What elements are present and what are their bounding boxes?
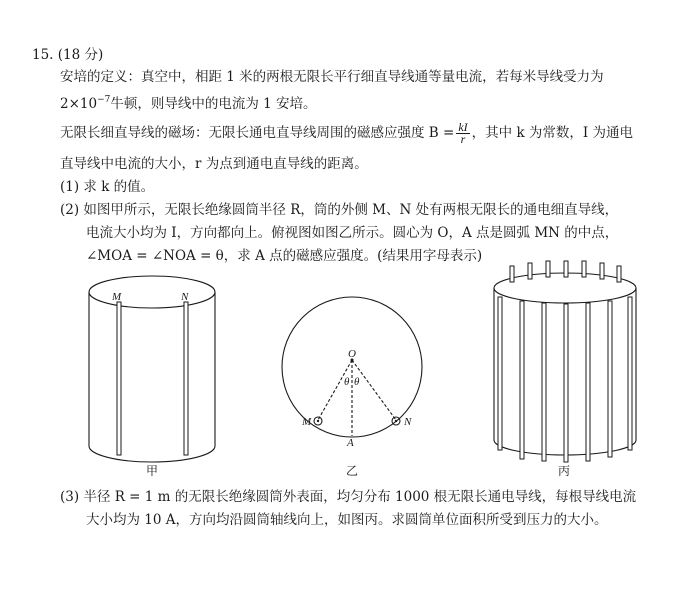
question-2-line-3: ∠MOA = ∠NOA = θ，求 A 点的磁感应强度。(结果用字母表示) bbox=[86, 248, 483, 264]
problem-points: (18 分) bbox=[57, 47, 104, 63]
back-wire bbox=[546, 261, 550, 277]
jia-label-m: M bbox=[112, 291, 122, 303]
definition-value: 2×10 bbox=[60, 96, 98, 112]
field-fraction-numerator: kI bbox=[458, 120, 468, 134]
back-wire bbox=[582, 261, 586, 277]
field-text-a: 无限长细直导线的磁场：无限长通电直导线周围的磁感应强度 B = bbox=[60, 125, 455, 141]
question-1: (1) 求 k 的值。 bbox=[60, 179, 155, 195]
figure-jia-cylinder bbox=[89, 276, 215, 462]
definition-rest: 牛顿，则导线中的电流为 1 安培。 bbox=[110, 96, 317, 112]
question-3-line-1: (3) 半径 R = 1 m 的无限长绝缘圆筒外表面，均匀分布 1000 根无限长通电导线，每根导线电流 bbox=[60, 489, 637, 505]
front-wire bbox=[608, 301, 612, 457]
back-wire bbox=[528, 263, 532, 279]
yi-label-theta-right: θ bbox=[354, 376, 360, 388]
radius-om bbox=[318, 360, 352, 420]
figure-yi-caption: 乙 bbox=[346, 464, 359, 478]
front-wire bbox=[542, 303, 546, 461]
front-wire bbox=[498, 297, 502, 450]
figure-bing-caption: 丙 bbox=[558, 464, 571, 478]
field-line-2: 直导线中电流的大小，r 为点到通电直导线的距离。 bbox=[60, 156, 368, 172]
cylinder-bottom-arc bbox=[89, 446, 215, 462]
front-wire bbox=[564, 304, 568, 462]
question-3-line-2: 大小均为 10 A，方向均沿圆筒轴线向上，如图丙。求圆筒单位面积所受到压力的大小。 bbox=[86, 512, 608, 528]
yi-label-a: A bbox=[347, 437, 354, 449]
question-2-line-1: (2) 如图甲所示，无限长绝缘圆筒半径 R，筒的外侧 M、N 处有两根无限长的通电细直导线， bbox=[60, 202, 619, 218]
figure-bing-back-wires bbox=[510, 261, 621, 282]
front-wire bbox=[586, 303, 590, 461]
wire-n bbox=[184, 302, 188, 455]
back-wire bbox=[564, 261, 568, 277]
cylinder-top-ellipse bbox=[89, 276, 215, 308]
radius-on bbox=[352, 360, 396, 420]
figure-jia-wires bbox=[117, 302, 188, 455]
wire-m-dot bbox=[317, 420, 319, 422]
yi-label-n: N bbox=[404, 416, 412, 428]
front-wire bbox=[520, 301, 524, 459]
problem-number: 15. bbox=[32, 47, 54, 63]
definition-exponent: −7 bbox=[97, 95, 111, 105]
yi-label-theta-left: θ bbox=[344, 376, 350, 388]
yi-label-m: M bbox=[302, 416, 312, 428]
field-fraction-denominator: r bbox=[460, 132, 466, 146]
back-wire bbox=[510, 266, 514, 282]
back-wire bbox=[600, 263, 604, 279]
back-wire bbox=[617, 266, 621, 282]
question-2-line-2: 电流大小均为 I，方向都向上。俯视图如图乙所示。圆心为 O，A 点是圆弧 MN 的中点， bbox=[86, 225, 619, 241]
figure-jia-caption: 甲 bbox=[146, 464, 159, 478]
jia-label-n: N bbox=[181, 291, 189, 303]
wire-m bbox=[117, 302, 121, 455]
definition-line-1: 安培的定义：真空中，相距 1 米的两根无限长平行细直导线通等量电流，若每米导线受力为 bbox=[60, 69, 604, 85]
wire-n-dot bbox=[395, 420, 397, 422]
front-wire bbox=[628, 297, 632, 450]
field-text-b: ，其中 k 为常数，I 为通电 bbox=[471, 125, 634, 141]
yi-label-o: O bbox=[348, 348, 356, 360]
figure-bing-front-wires bbox=[498, 297, 632, 462]
